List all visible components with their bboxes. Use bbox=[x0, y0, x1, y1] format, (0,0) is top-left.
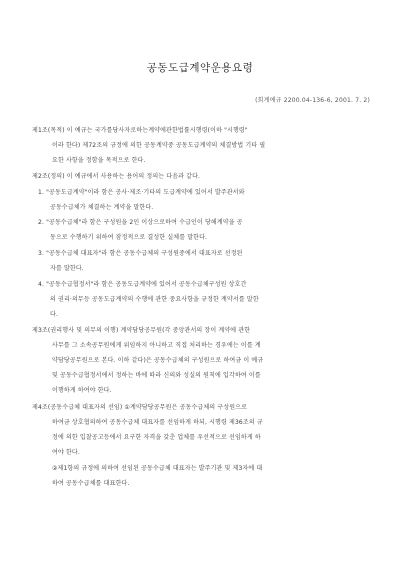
article-2-item-4-line-2: 의 권리·의무등 공동도급계약의 수행에 관한 중요사항을 규정한 계약서를 말한 bbox=[50, 296, 259, 303]
article-4-line-3: 정에 의한 입찰공고등에서 요구한 자격을 갖춘 업체를 우선적으로 선임하게 하 bbox=[52, 434, 261, 441]
article-3-line-2: 사무를 그 소속공무원에게 위임하지 아니하고 직접 처리하는 경우에는 이를 계 bbox=[52, 342, 261, 349]
article-3-line-4: 및 공동수급협정서에서 정하는 바에 따라 신의와 성실의 원칙에 입각하여 이를 bbox=[52, 372, 261, 379]
document-title: 공동도급계약운용요령 bbox=[146, 62, 254, 74]
article-2-item-2-line-2: 동으로 수행하기 위하여 잠정적으로 결성한 실체를 말한다. bbox=[50, 234, 208, 241]
article-2-item-3-line-2: 자를 말한다. bbox=[50, 265, 84, 272]
article-3-line-1: 제3조(권리행사 및 의무의 이행) 계약담당공무원(각 중앙관서의 장이 계약에 관한 bbox=[32, 327, 251, 334]
document-reference: (회계예규 2200.04-136-6, 2001. 7. 2) bbox=[255, 97, 370, 104]
article-1-line-2: 이라 한다) 제72조의 규정에 의한 공동계약중 공동도급계약의 체결방법 기타 필 bbox=[52, 142, 266, 149]
article-4-line-2: 하여금 상호협의하여 공동수급체 대표자를 선임하게 하되, 시행령 제36조의 규 bbox=[52, 419, 263, 426]
article-2-item-1-line-1: 1. "공동도급계약"이라 함은 공사·제조·기타의 도급계약에 있어서 발주관서와 bbox=[38, 189, 245, 196]
article-2-item-2-line-1: 2. "공동수급체"라 함은 구성원을 2인 이상으로하여 수급인이 당해계약을 공 bbox=[38, 219, 243, 226]
article-4-line-4: 여야 한다. bbox=[52, 449, 80, 456]
article-4-line-5: ②제1항의 규정에 의하여 선임된 공동수급체 대표자는 발주기관 및 제3자에 대 bbox=[52, 465, 263, 472]
article-2-item-4-line-3: 다. bbox=[50, 311, 59, 318]
article-2-item-1-line-2: 공동수급체가 체결하는 계약을 말한다. bbox=[50, 204, 154, 211]
article-1-line-1: 제1조(목적) 이 예규는 국가를당사자로하는계약에관한법률시행령(이하 "시행령" bbox=[32, 127, 248, 134]
article-4-line-1: 제4조(공동수급체 대표자의 선임) ①계약담당공무원은 공동수급체의 구성원으로 bbox=[32, 404, 248, 411]
article-2-item-4-line-1: 4. "공동수급협정서"라 함은 공동도급계약에 있어서 공동수급체구성원 상호간 bbox=[38, 281, 247, 288]
article-3-line-5: 이행하게 하여야 한다. bbox=[52, 387, 112, 394]
article-3-line-3: 약담당공무원으로 본다. 이하 같다)은 공동수급체의 구성원으로 하여금 이 예규 bbox=[52, 357, 264, 364]
article-4-line-6: 하여 공동수급체를 대표한다. bbox=[52, 480, 130, 487]
article-2-item-3-line-1: 3. "공동수급체 대표자"라 함은 공동수급체의 구성원중에서 대표자로 선정된 bbox=[38, 250, 243, 257]
article-1-line-3: 요한 사항을 정함을 목적으로 한다. bbox=[52, 157, 146, 164]
article-2-intro: 제2조(정의) 이 예규에서 사용하는 용어의 정의는 다음과 같다. bbox=[32, 173, 201, 180]
